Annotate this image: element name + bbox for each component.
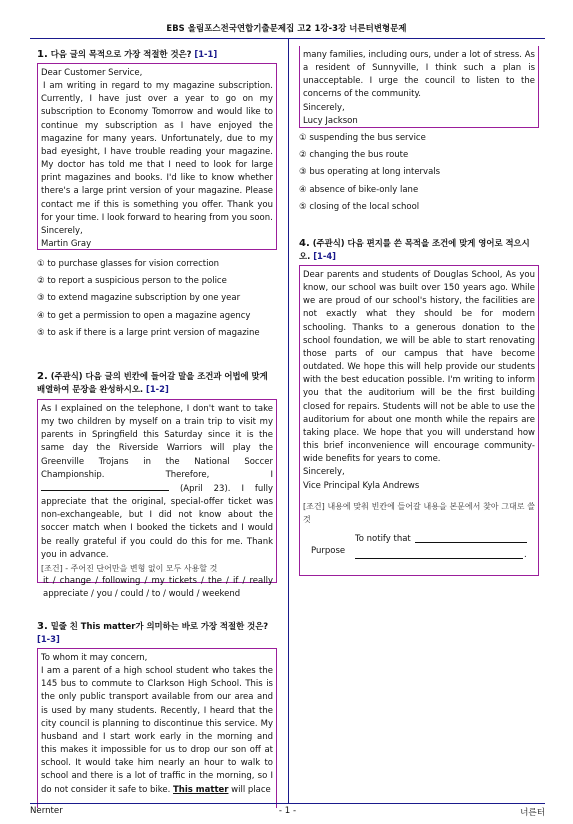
- word-bank: it / change / following / my tickets / the / if / really appreciate / you / could / to / would / weekend: [43, 576, 273, 600]
- options-list: [299, 130, 539, 216]
- question-prompt-target: This matter: [80, 621, 136, 631]
- condition-text: [조건] 내용에 맞춰 빈칸에 들어갈 내용을 본문에서 찾아 그대로 쓸 것: [303, 501, 535, 524]
- question-2: [37, 370, 277, 600]
- signature: Vice Principal Kyla Andrews: [303, 480, 420, 491]
- question-prompt: 다음 글의 목적으로 가장 적절한 것은?: [50, 49, 192, 59]
- options-list: [37, 256, 277, 342]
- footer-rule: [30, 803, 545, 804]
- salutation: Dear Customer Service,: [41, 68, 143, 78]
- page-footer: [30, 806, 545, 820]
- salutation: To whom it may concern,: [41, 653, 148, 663]
- question-4-title: [299, 237, 539, 263]
- question-4: [299, 237, 539, 576]
- option-1[interactable]: ① suspending the bus service: [299, 133, 426, 143]
- option-2[interactable]: ② changing the bus route: [299, 150, 409, 161]
- purpose-answer-row: [303, 532, 535, 562]
- passage-box: [37, 399, 277, 600]
- underlined-phrase: This matter: [173, 784, 229, 795]
- passage-box: [37, 648, 277, 808]
- option-4[interactable]: ④ absence of bike-only lane: [299, 184, 419, 195]
- question-number: 2.: [37, 371, 48, 382]
- question-3-title: [37, 620, 277, 646]
- passage-body: I am a parent of a high school student who takes the 145 bus to commute to Clarkson High School. This is the only public transport available from our area and is used by many students. Recently, I heard that the city council is planning to discontinue this service. My husband and I start work early in the morning and this makes it impossible for us to drop our son off at school. It would take him nearly an hour to walk to school and there is a lot of traffic in the morning, so I do not consider it safe to bike.: [41, 666, 273, 795]
- column-divider: [288, 38, 289, 803]
- closing: Sincerely,: [303, 102, 345, 113]
- option-5[interactable]: ⑤ closing of the local school: [299, 201, 420, 212]
- question-prompt-end: 가 의미하는 바로 가장 적절한 것은?: [135, 621, 269, 631]
- question-1-title: [37, 48, 277, 61]
- option-3[interactable]: ③ bus operating at long intervals: [299, 167, 441, 178]
- signature: Lucy Jackson: [303, 115, 358, 126]
- question-prompt: 밑줄 친: [50, 621, 81, 631]
- option-4[interactable]: ④ to get a permission to open a magazine agency: [37, 310, 251, 321]
- option-5[interactable]: ⑤ to ask if there is a large print version of magazine: [37, 327, 260, 338]
- question-source: [1-3]: [37, 634, 60, 644]
- option-2[interactable]: ② to report a suspicious person to the police: [37, 276, 227, 287]
- question-prompt: (주관식) 다음 편지를 쓴 목적을 조건에 맞게 영어로 적으시오.: [299, 238, 530, 261]
- answer-line-1[interactable]: [415, 542, 527, 543]
- question-3: [37, 620, 277, 808]
- option-3[interactable]: ③ to extend magazine subscription by one year: [37, 293, 241, 304]
- passage-body-continued: I fully appreciate that the original, special-offer ticket was non-exchangeable, but I did not know about the soccer match when I booked the tickets and I would be really grateful if you could do this for me. Thank you in advance.: [41, 483, 274, 560]
- period-mark: .: [524, 549, 527, 560]
- question-number: 3.: [37, 621, 48, 632]
- question-source: [1-4]: [313, 251, 336, 261]
- question-source: [1-2]: [146, 384, 169, 394]
- signature: Martin Gray: [41, 239, 92, 250]
- passage-body: I am writing in regard to my magazine subscription. Currently, I have just over a year to go on my subscription to Economy Tomorrow and would like to continue my subscription as I have enjoyed the magazine for many years. Unfortunately, due to my bad eyesight, I have trouble reading your magazine. My doctor has told me that I need to look for large print magazines and books. I'd like to know whether there's a large print version of your magazine. Please contact me if this is something you offer. Thank you for your time. I look forward to hearing from you soon.: [41, 81, 273, 223]
- question-prompt: (주관식) 다음 글의 빈칸에 들어갈 말을 조건과 어법에 맞게 배열하여 문장을 완성하시오.: [37, 371, 268, 394]
- purpose-lead-text: To notify that: [355, 533, 411, 544]
- passage-box: [37, 63, 277, 250]
- passage-continued: many families, including ours, under a lot of stress. As a resident of Sunnyville, I think such a plan is unacceptable. I urge the council to listen to the concerns of the community.: [303, 50, 535, 100]
- question-1: [37, 48, 277, 342]
- question-2-title: [37, 370, 277, 396]
- page-header: EBS 올림포스전국연합기출문제집 고2 1강-3강 너른터변형문제: [166, 23, 407, 33]
- footer-brand-korean: 너른터: [520, 808, 545, 818]
- closing: Sincerely,: [41, 225, 83, 236]
- passage-body: Dear parents and students of Douglas School, As you know, our school was built over 150 years ago. While we are proud of our school's history, the facilities are not exactly what they should be for modern schooling. Thanks to a generous donation to the school foundation, we will be able to start renovating those parts of our campus that have become outdated. We hope this will help provide our students with the best education possible. I'm writing to inform you that the auditorium will be the first building closed for repairs. Students will not be able to use the auditorium for about one month while the repairs are taking place. We hope that you will understand how this brief inconvenience will encourage community-wide benefits for years to come.: [303, 270, 535, 465]
- option-1[interactable]: ① to purchase glasses for vision correction: [37, 259, 220, 269]
- footer-brand: Nernter: [30, 806, 63, 816]
- condition-text: [조건] - 주어진 단어만을 변형 없이 모두 사용할 것: [41, 563, 218, 573]
- question-number: 1.: [37, 49, 48, 60]
- passage-body: As I explained on the telephone, I don't want to take my two children by myself on a train trip to visit my parents in Springfield this Saturday since it is the same day the Riverside Warriors will play the Greenville Trojans in the National Soccer Championship. Therefore, I: [41, 404, 273, 480]
- answer-line-2[interactable]: [355, 558, 523, 559]
- answer-blank[interactable]: [41, 482, 169, 491]
- question-source: [1-1]: [194, 49, 218, 59]
- passage-box: [299, 265, 539, 576]
- question-number: 4.: [299, 238, 310, 249]
- passage-box-continued: [299, 46, 539, 128]
- purpose-label: Purpose: [311, 545, 346, 556]
- question-3-continued: [299, 46, 539, 216]
- page-number: - 1 -: [278, 806, 297, 816]
- passage-tail: will place: [231, 784, 271, 795]
- closing: Sincerely,: [303, 467, 345, 478]
- passage-date: (April 23).: [179, 483, 231, 494]
